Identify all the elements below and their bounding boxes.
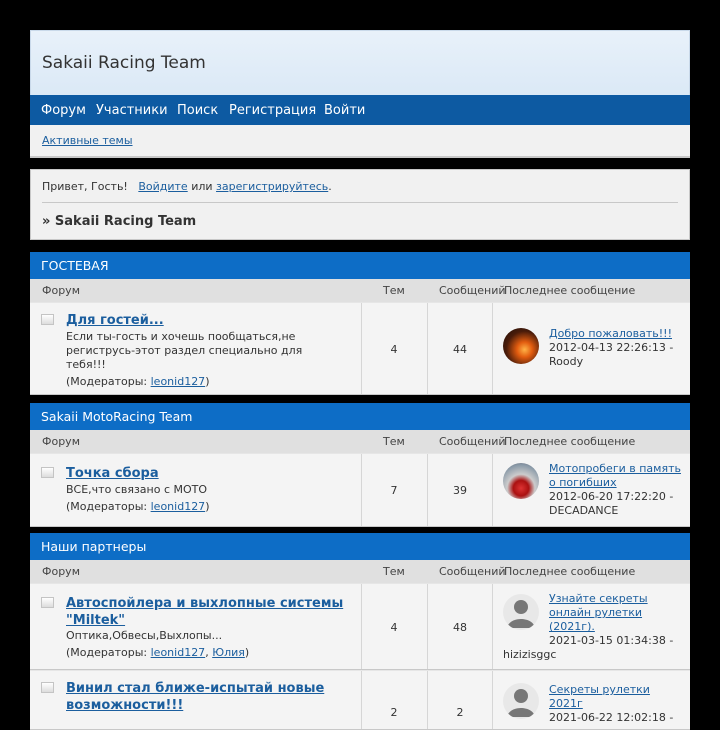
column-header [30,279,690,302]
posts-count: 44 [453,343,467,356]
period-text: . [328,180,332,193]
default-avatar-icon[interactable] [503,594,539,630]
forum-title-link[interactable]: Автоспойлера и выхлопные системы "Miltek" [66,596,344,628]
col-posts: Сообщений [439,284,506,297]
forum-status-icon [41,597,54,608]
last-post-info [549,592,684,648]
user-avatar[interactable] [503,328,539,364]
last-post-info [549,462,684,518]
site-title: Sakaii Racing Team [42,53,206,73]
last-post-date: 2021-06-22 12:02:18 - [549,711,674,724]
category-guest [30,252,690,395]
posts-count: 39 [453,484,467,497]
forum-description: Если ты-гость и хочешь пообщаться,не региструсь-этот раздел специально для тебя!!! [66,330,303,371]
col-forum: Форум [42,435,80,448]
category-partners [30,533,690,724]
col-forum: Форум [42,565,80,578]
nav-search[interactable]: Поиск [177,103,219,118]
forum-title-link[interactable]: Точка сбора [66,466,159,481]
last-post-date: 2012-06-20 17:22:20 - [549,490,674,503]
forum-description: Оптика,Обвесы,Выхлопы... [66,629,223,642]
col-posts: Сообщений [439,565,506,578]
forum-row [30,302,690,395]
login-link[interactable]: Войдите [138,180,188,193]
welcome-box [30,169,690,240]
greeting-text: Привет, Гость! [42,180,128,193]
col-last-post: Последнее сообщение [504,435,636,448]
nav-register[interactable]: Регистрация [229,103,317,118]
last-post-info [549,683,684,725]
nav-login[interactable]: Войти [324,103,366,118]
forum-moderators: (Модераторы: leonid127, Юлия) [66,646,250,659]
posts-count: 2 [456,706,464,719]
default-avatar-icon[interactable] [503,683,539,719]
topics-count: 4 [390,621,398,634]
column-header [30,560,690,583]
active-topics-link[interactable]: Активные темы [42,134,133,147]
last-post-link[interactable]: Узнайте секреты онлайн рулетки (2021г). [549,592,648,633]
topics-count: 2 [390,706,398,719]
forum-status-icon [41,682,54,693]
topics-count: 4 [390,343,398,356]
forum-title-link[interactable]: Для гостей... [66,313,164,328]
col-last-post: Последнее сообщение [504,284,636,297]
or-text: или [191,180,213,193]
last-post-user: DECADANCE [549,504,619,517]
last-post-link[interactable]: Добро пожаловать!!! [549,327,672,340]
forum-moderators: (Модераторы: leonid127) [66,375,210,388]
main-nav [30,95,690,125]
col-topics: Тем [383,565,405,578]
last-post-info [549,327,684,369]
divider [42,202,678,203]
col-last-post: Последнее сообщение [504,565,636,578]
last-post-user: hizizisggc [503,648,557,661]
col-posts: Сообщений [439,435,506,448]
moderator-link[interactable]: leonid127 [150,500,206,513]
topics-count: 7 [390,484,398,497]
breadcrumb: » Sakaii Racing Team [42,214,197,229]
col-forum: Форум [42,284,80,297]
col-topics: Тем [383,435,405,448]
forum-status-icon [41,314,54,325]
forum-row [30,670,690,730]
forum-row [30,583,690,670]
forum-title-link[interactable]: Винил стал ближе-испытай новые возможности!!! [66,681,325,713]
col-topics: Тем [383,284,405,297]
sub-nav [30,125,690,158]
last-post-date: 2012-04-13 22:26:13 - [549,341,674,354]
forum-status-icon [41,467,54,478]
forum-row [30,453,690,527]
moderator-link[interactable]: Юлия [212,646,245,659]
category-title[interactable]: Sakaii MotoRacing Team [30,403,690,430]
last-post-link[interactable]: Мотопробеги в память о погибших [549,462,681,489]
last-post-user: Roody [549,355,584,368]
category-motoracing [30,403,690,527]
register-link[interactable]: зарегистрируйтесь [216,180,329,193]
nav-forum[interactable]: Форум [41,103,86,118]
forum-moderators: (Модераторы: leonid127) [66,500,210,513]
user-avatar[interactable] [503,463,539,499]
greeting-line [42,180,332,193]
moderator-link[interactable]: leonid127 [150,375,206,388]
category-title[interactable]: ГОСТЕВАЯ [30,252,690,279]
posts-count: 48 [453,621,467,634]
last-post-date: 2021-03-15 01:34:38 - [549,634,674,647]
last-post-link[interactable]: Секреты рулетки 2021г [549,683,650,710]
nav-members[interactable]: Участники [96,103,168,118]
category-title[interactable]: Наши партнеры [30,533,690,560]
site-header [30,30,690,158]
forum-description: ВСЕ,что связано с МОТО [66,483,208,496]
moderator-link[interactable]: leonid127 [150,646,206,659]
column-header [30,430,690,453]
